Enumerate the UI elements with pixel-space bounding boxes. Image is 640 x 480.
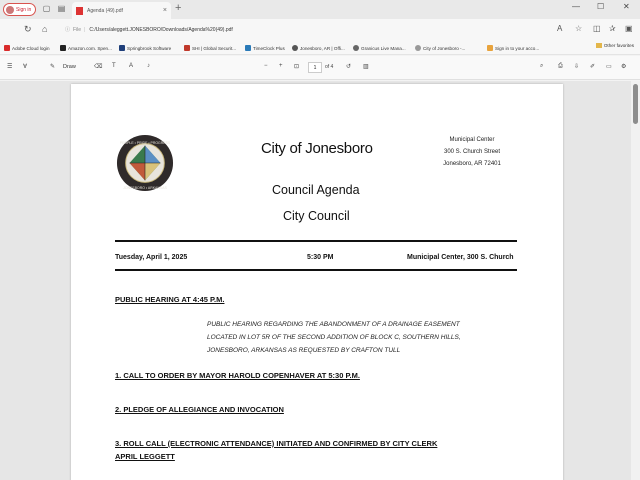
- favorite-jonesboro[interactable]: [292, 43, 345, 53]
- seal-bottom-text: JONESBORO • ARKANSAS: [123, 186, 167, 191]
- agenda-item-3: 3. ROLL CALL (ELECTRONIC ATTENDANCE) INITIATED AND CONFIRMED BY CITY CLERK: [115, 439, 438, 448]
- tab-agenda-pdf[interactable]: [72, 2, 171, 19]
- timeclock-icon: [245, 45, 251, 51]
- erase-icon[interactable]: ⌫: [94, 64, 103, 70]
- microsoft-icon: [487, 45, 493, 51]
- url-separator: |: [84, 26, 86, 33]
- amazon-icon: [60, 45, 66, 51]
- collections-icon[interactable]: ▣: [625, 24, 633, 33]
- favorite-city-of-jonesboro[interactable]: [415, 43, 465, 53]
- avatar: [6, 6, 14, 14]
- vertical-scrollbar[interactable]: [631, 81, 640, 480]
- adobe-icon: [4, 45, 10, 51]
- meeting-date: Tuesday, April 1, 2025: [115, 254, 188, 261]
- public-hearing-line-2: LOCATED IN LOT 5R OF THE SECOND ADDITION OF BLOCK C, SOUTHERN HILLS,: [207, 334, 461, 341]
- pdf-toolbar: [0, 56, 640, 80]
- new-tab-button[interactable]: +: [175, 2, 182, 14]
- read-aloud-icon[interactable]: ♪: [147, 63, 150, 69]
- folder-icon: [596, 43, 602, 48]
- search-icon[interactable]: ⌕: [540, 63, 544, 69]
- page-view-icon[interactable]: ▥: [363, 64, 369, 70]
- city-seal-logo: [116, 134, 174, 192]
- address-line-1: Municipal Center: [449, 137, 495, 143]
- tab-actions-icon[interactable]: ▤: [57, 4, 66, 13]
- favorite-adobe[interactable]: [4, 43, 50, 53]
- favorite-label: Amazon.com. Spen...: [68, 45, 112, 51]
- favorites-bar: [0, 40, 640, 55]
- meeting-time: 5:30 PM: [307, 254, 334, 261]
- zoom-out-button[interactable]: −: [264, 63, 268, 69]
- springbrook-icon: [119, 45, 125, 51]
- page-number-input[interactable]: 1: [308, 62, 322, 73]
- add-text-icon[interactable]: T: [112, 63, 116, 69]
- agenda-item-1: 1. CALL TO ORDER BY MAYOR HAROLD COPENHAVER AT 5:30 P.M.: [115, 371, 360, 380]
- settings-gear-icon[interactable]: ⚙: [621, 64, 627, 70]
- draw-button[interactable]: Draw: [63, 64, 76, 70]
- favorite-label: SHI | Global Securit...: [192, 45, 237, 51]
- save-as-icon[interactable]: ⇩: [574, 64, 580, 70]
- zoom-in-button[interactable]: +: [279, 63, 283, 69]
- highlight-icon[interactable]: ∀: [23, 64, 28, 70]
- print-icon[interactable]: ⎙: [558, 63, 563, 69]
- favorite-timeclock[interactable]: [245, 43, 285, 53]
- favorite-label: Granicus Live Mana...: [361, 45, 406, 51]
- favorites-icon[interactable]: ✰: [609, 24, 616, 33]
- city-name-title: City of Jonesboro: [261, 140, 373, 157]
- draw-pen-icon[interactable]: ✎: [50, 64, 56, 70]
- fit-page-icon[interactable]: ⊡: [294, 64, 300, 70]
- text-size-icon[interactable]: A: [129, 63, 134, 69]
- favorite-label: Sign in to your acco...: [495, 45, 540, 51]
- home-icon[interactable]: ⌂: [42, 24, 48, 34]
- public-hearing-line-1: PUBLIC HEARING REGARDING THE ABANDONMENT OF A DRAINAGE EASEMENT: [207, 321, 460, 328]
- close-window-button[interactable]: ✕: [623, 2, 630, 11]
- scrollbar-thumb[interactable]: [633, 84, 638, 124]
- globe-icon: [353, 45, 359, 51]
- favorite-star-icon[interactable]: ☆: [575, 24, 583, 33]
- meeting-place: Municipal Center, 300 S. Church: [407, 254, 514, 261]
- favorite-shi[interactable]: [184, 43, 236, 53]
- table-of-contents-icon[interactable]: ☰: [7, 64, 13, 70]
- rotate-icon[interactable]: ↺: [346, 64, 352, 70]
- favorite-granicus[interactable]: [353, 43, 406, 53]
- address-bar[interactable]: [60, 22, 583, 37]
- pdf-page: [71, 84, 563, 480]
- close-tab-icon[interactable]: ×: [162, 7, 167, 14]
- edit-pdf-icon[interactable]: ✐: [590, 64, 596, 70]
- refresh-icon[interactable]: ↻: [24, 24, 32, 34]
- favorite-label: Jonesboro, AR | Offi...: [300, 45, 345, 51]
- other-favorites-label: Other favorites: [603, 43, 634, 48]
- info-icon[interactable]: ⓘ: [65, 27, 71, 33]
- agenda-item-2: 2. PLEDGE OF ALLEGIANCE AND INVOCATION: [115, 405, 284, 414]
- sign-in-button[interactable]: [3, 3, 36, 16]
- tab-strip: [0, 0, 640, 19]
- favorite-amazon[interactable]: [60, 43, 112, 53]
- agenda-item-3-continued: APRIL LEGGETT: [115, 452, 175, 461]
- public-hearing-heading: PUBLIC HEARING AT 4:45 P.M.: [115, 295, 225, 304]
- favorite-label: Springbrook Software: [127, 45, 172, 51]
- agenda-title: Council Agenda: [272, 183, 360, 197]
- workspaces-icon[interactable]: ▢: [42, 4, 51, 13]
- divider-top: [115, 240, 517, 242]
- page-count: of 4: [325, 64, 334, 70]
- google-icon: [415, 45, 421, 51]
- minimize-button[interactable]: —: [572, 2, 580, 11]
- maximize-button[interactable]: ☐: [597, 2, 605, 11]
- agenda-subtitle: City Council: [283, 209, 350, 223]
- address-bar-row: [0, 19, 640, 40]
- sign-in-label: Sign in: [16, 6, 32, 13]
- read-aloud-icon[interactable]: A: [557, 24, 563, 33]
- pdf-file-icon: [76, 7, 83, 15]
- split-screen-icon[interactable]: ◫: [593, 24, 601, 33]
- other-favorites[interactable]: [596, 43, 634, 48]
- url-prefix: File: [73, 26, 82, 33]
- seal-top-text: PEOPLE • PRIDE • PROGRESS: [119, 140, 171, 145]
- shi-icon: [184, 45, 190, 51]
- favorite-label: Adobe Cloud login: [12, 45, 50, 51]
- save-icon[interactable]: ▭: [606, 64, 612, 70]
- address-line-3: Jonesboro, AR 72401: [443, 161, 501, 167]
- public-hearing-line-3: JONESBORO, ARKANSAS AS REQUESTED BY CRAFTON TULL: [207, 347, 401, 354]
- favorite-springbrook[interactable]: [119, 43, 171, 53]
- tab-title: Agenda (49).pdf: [87, 7, 123, 14]
- jonesboro-icon: [292, 45, 298, 51]
- url-text: C:/Users/aleggett.JONESBORO/Downloads/Agenda%20(49).pdf: [89, 26, 233, 33]
- address-line-2: 300 S. Church Street: [443, 149, 501, 155]
- favorite-label: TimeClock Plus: [253, 45, 285, 51]
- pdf-viewer[interactable]: [0, 81, 640, 480]
- divider-bottom: [115, 269, 517, 271]
- favorite-microsoft-signin[interactable]: [487, 43, 539, 53]
- favorite-label: City of Jonesboro -...: [423, 45, 466, 51]
